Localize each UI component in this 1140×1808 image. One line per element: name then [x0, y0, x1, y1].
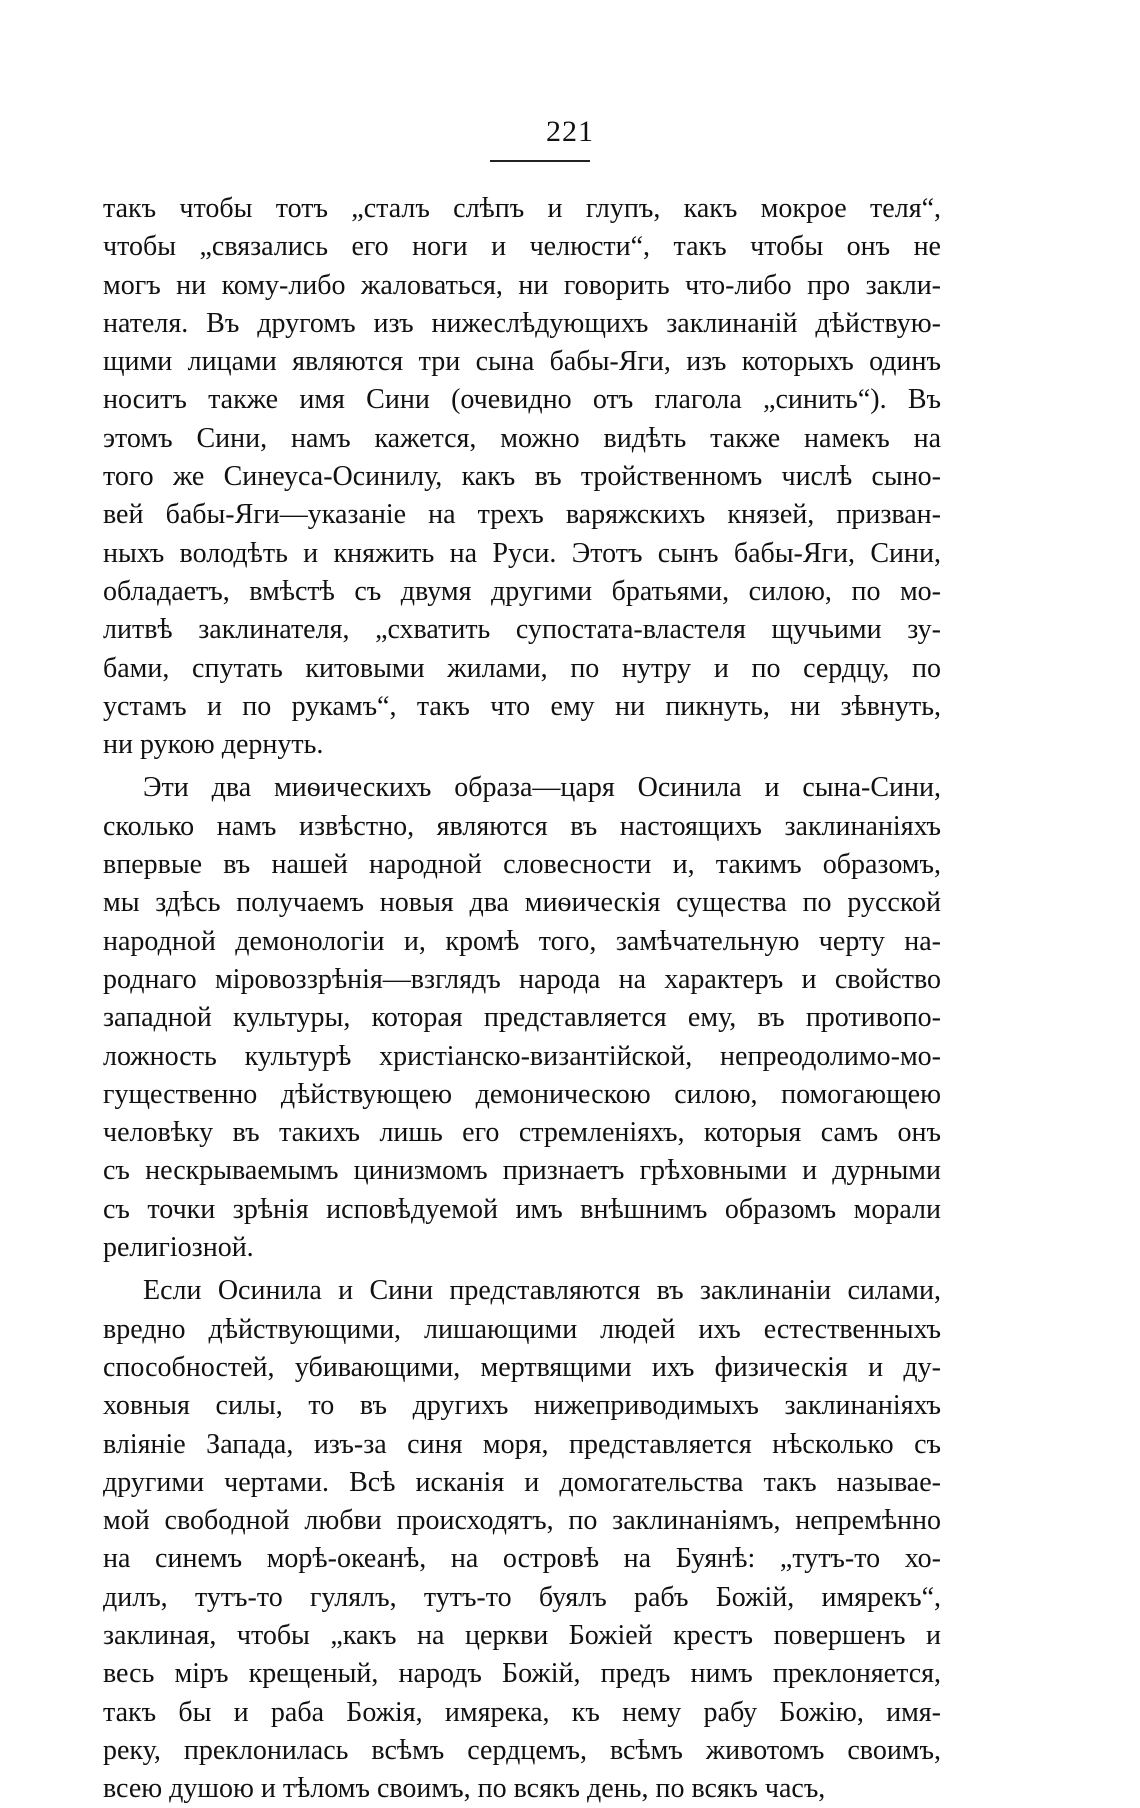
text-line: того же Синеуса-Осинилу, какъ въ тройственномъ числѣ сыно- [103, 461, 941, 493]
text-line: гущественно дѣйствующею демоническою силою, помогающею [103, 1078, 941, 1110]
text-line: сколько намъ извѣстно, являются въ настоящихъ заклинаніяхъ [103, 810, 941, 842]
text-line: могъ ни кому-либо жаловаться, ни говорить что-либо про закли- [103, 269, 941, 301]
header-rule [490, 160, 590, 162]
text-line: реку, преклонилась всѣмъ сердцемъ, всѣмъ животомъ своимъ, [103, 1734, 941, 1766]
text-line: вліяніе Запада, изъ-за синя моря, представляется нѣсколько съ [103, 1428, 941, 1460]
text-line: Если Осинила и Сини представляются въ заклинаніи силами, [143, 1275, 941, 1307]
text-line: народной демонологіи и, кромѣ того, замѣчательную черту на- [103, 925, 941, 957]
text-line: этомъ Сини, намъ кажется, можно видѣть также намекъ на [103, 422, 941, 454]
text-line: западной культуры, которая представляется ему, въ противопо- [103, 1002, 941, 1034]
text-line: такъ бы и раба Божія, имярека, къ нему рабу Божію, имя- [103, 1696, 941, 1728]
paragraph [103, 769, 941, 1267]
text-line: ложность культурѣ христіанско-византійской, непреодолимо-мо- [103, 1040, 941, 1072]
text-line: вредно дѣйствующими, лишающими людей ихъ естественныхъ [103, 1313, 941, 1345]
text-line: ховныя силы, то въ другихъ нижеприводимыхъ заклинаніяхъ [103, 1390, 941, 1422]
text-line: вей бабы-Яги—указаніе на трехъ варяжскихъ князей, призван- [103, 499, 941, 531]
text-line: щими лицами являются три сына бабы-Яги, изъ которыхъ одинъ [103, 346, 941, 378]
text-line: обладаетъ, вмѣстѣ съ двумя другими братьями, силою, по мо- [103, 575, 941, 607]
text-line: мы здѣсь получаемъ новыя два миѳическія существа по русской [103, 887, 941, 919]
text-line: съ нескрываемымъ цинизмомъ признаетъ грѣховными и дурными [103, 1155, 941, 1187]
text-line: другими чертами. Всѣ исканія и домогательства такъ называе- [103, 1466, 941, 1498]
text-line: такъ чтобы тотъ „сталъ слѣпъ и глупъ, какъ мокрое теля“, [103, 193, 941, 224]
paragraph [103, 190, 941, 764]
text-line: религіозной. [103, 1232, 254, 1264]
text-line: нателя. Въ другомъ изъ нижеслѣдующихъ заклинаній дѣйствую- [103, 307, 941, 339]
body-text [103, 190, 941, 1808]
text-line: чтобы „связались его ноги и челюсти“, такъ чтобы онъ не [103, 231, 941, 263]
text-line: литвѣ заклинателя, „схватить супостата-властеля щучьими зу- [103, 614, 941, 646]
text-line: устамъ и по рукамъ“, такъ что ему ни пикнуть, ни зѣвнуть, [103, 690, 941, 722]
text-line: всею душою и тѣломъ своимъ, по всякъ день, по всякъ часъ, [103, 1773, 826, 1805]
text-line: заклиная, чтобы „какъ на церкви Божіей крестъ повершенъ и [103, 1619, 941, 1651]
paragraph [103, 1272, 941, 1808]
text-line: ни рукою дернуть. [103, 729, 324, 761]
text-line: на синемъ морѣ-океанѣ, на островѣ на Буянѣ: „тутъ-то хо- [103, 1543, 941, 1575]
text-line: весь міръ крещеный, народъ Божій, предъ нимъ преклоняется, [103, 1658, 941, 1690]
text-line: человѣку въ такихъ лишь его стремленіяхъ, которыя самъ онъ [103, 1117, 941, 1149]
text-line: впервые въ нашей народной словесности и, такимъ образомъ, [103, 849, 941, 881]
text-line: дилъ, тутъ-то гулялъ, тутъ-то буялъ рабъ Божій, имярекъ“, [103, 1581, 941, 1613]
text-line: бами, спутать китовыми жилами, по нутру и по сердцу, по [103, 652, 941, 684]
text-line: ныхъ володѣть и княжить на Руси. Этотъ сынъ бабы-Яги, Сини, [103, 537, 941, 569]
text-line: мой свободной любви происходятъ, по заклинаніямъ, непремѣнно [103, 1505, 941, 1537]
text-line: носитъ также имя Сини (очевидно отъ глагола „синить“). Въ [103, 384, 941, 416]
text-line: Эти два миѳическихъ образа—царя Осинила и сына-Сини, [143, 772, 941, 804]
text-line: способностей, убивающими, мертвящими ихъ физическія и ду- [103, 1351, 941, 1383]
text-line: съ точки зрѣнія исповѣдуемой имъ внѣшнимъ образомъ морали [103, 1193, 941, 1225]
text-line: роднаго міровоззрѣнія—взглядъ народа на характеръ и свойство [103, 963, 941, 995]
page-number: 221 [546, 115, 594, 148]
